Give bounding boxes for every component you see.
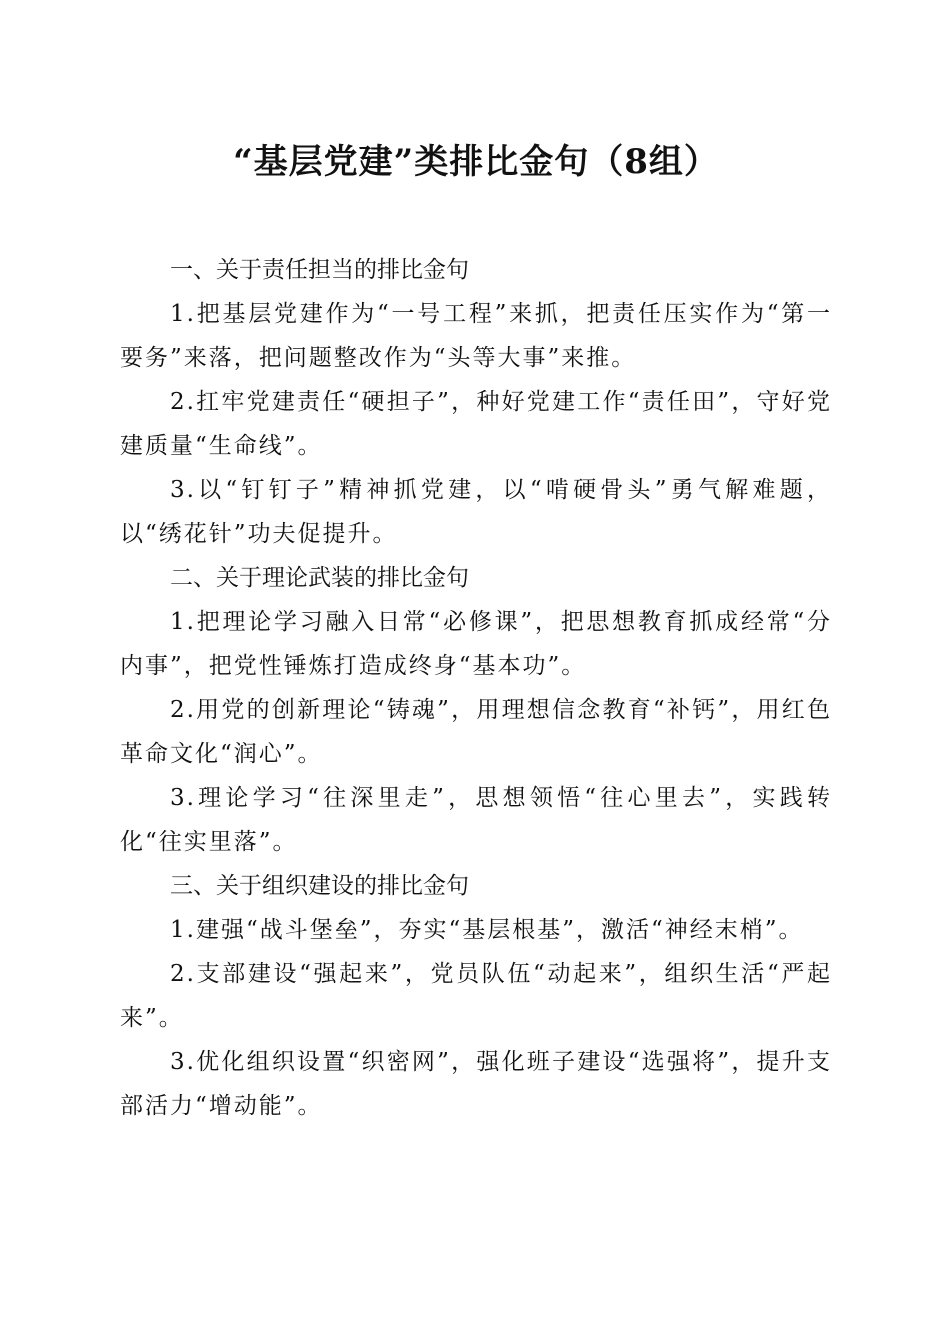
section-heading: 一、关于责任担当的排比金句 (170, 257, 469, 283)
list-item: 2.扛牢党建责任“硬担子”，种好党建工作“责任田”，守好党建质量“生命线”。 (120, 389, 832, 459)
document-title: “基层党建”类排比金句（8组） (233, 142, 719, 182)
section-2 (120, 556, 832, 864)
list-item: 3.理论学习“往深里走”，思想领悟“往心里去”，实践转化“往实里落”。 (120, 785, 832, 855)
section-heading: 三、关于组织建设的排比金句 (170, 873, 469, 899)
list-item: 2.用党的创新理论“铸魂”，用理想信念教育“补钙”，用红色革命文化“润心”。 (120, 697, 832, 767)
list-item: 1.把基层党建作为“一号工程”来抓，把责任压实作为“第一要务”来落，把问题整改作为“头等大事”来推。 (120, 301, 832, 371)
list-item: 3.以“钉钉子”精神抓党建，以“啃硬骨头”勇气解难题，以“绣花针”功夫促提升。 (120, 477, 832, 547)
list-item: 3.优化组织设置“织密网”，强化班子建设“选强将”，提升支部活力“增动能”。 (120, 1049, 832, 1119)
section-1 (120, 248, 832, 556)
section-3 (120, 864, 832, 1128)
list-item: 1.把理论学习融入日常“必修课”，把思想教育抓成经常“分内事”，把党性锤炼打造成终身“基本功”。 (120, 609, 832, 679)
list-item: 2.支部建设“强起来”，党员队伍“动起来”，组织生活“严起来”。 (120, 961, 832, 1031)
section-heading: 二、关于理论武装的排比金句 (170, 565, 469, 591)
list-item: 1.建强“战斗堡垒”，夯实“基层根基”，激活“神经末梢”。 (170, 917, 804, 943)
